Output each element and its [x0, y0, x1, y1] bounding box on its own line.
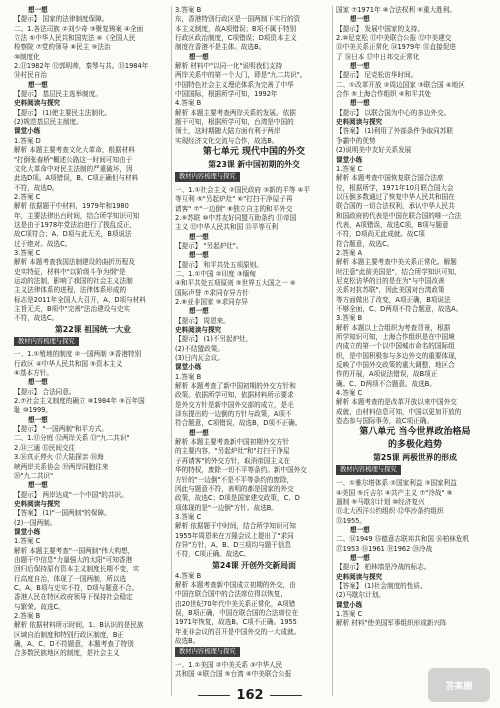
text-line: 题干可知，根据所学可知，台湾是中国的	[175, 118, 294, 127]
text-line: 解析 本题考查中国恢复联合国合法席	[336, 174, 444, 183]
text-line: 3.⑯真正停火 ⑰大陆探亲 ⑱海	[14, 453, 104, 462]
text-line: 不符，C项正确。故选C。	[175, 550, 251, 559]
text-line: 中国特色社会主义理论体系为完善了中华	[175, 80, 294, 89]
text-line: 解析 依据题干中材料，1979年和1980	[14, 202, 129, 211]
text-line: 区域自治制度和特别行政区制度，B正	[14, 630, 125, 639]
text-line: 织，是中国积极参与多边外交的重要体现，	[336, 351, 462, 360]
text-line: 行政区 ④中华人民共和国 ⑤资本主义	[14, 359, 123, 368]
subsection-heading: 想一想	[189, 52, 209, 61]
text-line: 华的特权，废除一切不平等条约。新中国外交	[175, 466, 307, 475]
text-line: 4.答案 B	[175, 571, 202, 580]
text-line: 4.答案 B	[175, 99, 202, 108]
text-line: 3.答案 C	[175, 512, 202, 521]
text-line: 年亚非会议的召开是中国外交的一大成就。	[175, 627, 301, 636]
text-line: (2)一国两制。	[14, 518, 57, 527]
text-line: 解析 本题考查的是改革开放以来中国外交	[336, 398, 457, 407]
text-line: 【提示】 和平共处五项原则。	[175, 260, 263, 269]
text-line: 主旨无关，B项中"完善"法治建设与史实	[14, 305, 131, 313]
text-line: (2)不结盟政策。	[175, 344, 224, 353]
text-line: 解析 材料中"以同一化"说明我们支持	[175, 62, 283, 71]
text-line: 联合国的一切合法权利，承认中华人民共	[336, 202, 455, 211]
text-line: 合多数民族地区的制度，是社会主义	[14, 649, 120, 658]
text-line: 领土，这时期随大陆方面有利于两岸	[175, 127, 281, 136]
text-line: 1.答案 C	[14, 537, 41, 546]
text-line: 反映了中国外交政策的重大调整，地区合	[336, 361, 455, 370]
text-line: ⑪北大西洋公约组织 ⑫华沙条约组织	[336, 507, 444, 516]
text-line: 解析 本题考查新中国成立初期的外交，由	[175, 580, 296, 589]
text-line: ⑬1955。	[336, 516, 366, 525]
text-line: 等方面做出了改变，A项正确，B项说法	[336, 295, 451, 304]
text-line: 故选B。	[175, 637, 200, 645]
text-line: 本主义制度，故A项错误；B项不属于特别	[175, 24, 297, 33]
subsection-heading: 史料阅读与探究	[336, 572, 383, 581]
text-line: 【提示】 柏林墙是冷战的标志。	[336, 563, 431, 572]
subsection-heading: 想一想	[350, 525, 370, 534]
text-line: 以压倒多数通过了恢复中华人民共和国在	[336, 192, 455, 201]
page-number-text: 162	[236, 688, 264, 703]
text-line: ⑬中美关系正常化 ⑭1979年 ⑮直接促进	[336, 43, 456, 52]
text-line: 这是由于1978年党法治进行了拨乱反正，	[14, 220, 137, 229]
text-line: 两岸关系中的第一个大门，即是"九二共识"。	[175, 71, 307, 80]
text-line: 3.答案 B	[175, 6, 202, 14]
text-line: 【提示】 两岸达成"一个中国"的共识。	[14, 490, 128, 499]
text-line: 文化大革命中对民主法制的严重破坏，因	[14, 164, 133, 173]
text-line: 2.答案 C	[14, 192, 41, 201]
text-line: 国际声誉 ⑦求同存异方针	[175, 288, 249, 297]
text-line: 请客" ⑦"一边倒" ⑧独立自主的和平外交	[175, 204, 293, 213]
text-line: 符合题意，故选C。	[336, 239, 394, 248]
subsection-heading: 课堂小练	[14, 127, 41, 136]
text-line: 2.⑩尼克松 ⑪中美联合公报 ⑫中美建交	[336, 34, 452, 43]
text-line: 姿态参与国际事务，故C项正确。	[336, 417, 433, 426]
text-line: 2.答案 A	[336, 248, 363, 257]
text-line: 解析 本题主要考查新中国初期外交方针	[175, 438, 290, 447]
text-line: 行政区政治制度，C项错误；D项资本主义	[175, 34, 297, 43]
text-line: 【答案】 (1)"一国两制"的保障。	[14, 509, 111, 518]
text-line: 作的开展，A项说法错误，故B项正	[336, 370, 438, 379]
text-line: 成就，由材料信息可知，中国以更加开放的	[336, 407, 462, 416]
text-line: 香港人民在特区政府领导下保持社会稳定	[14, 593, 133, 602]
text-line: 因此与题意不符，表明的都是国家的外交	[175, 484, 294, 493]
text-line: 【答案】 (1)利用了外部条件争取同苏联	[336, 127, 453, 136]
text-line: 与繁荣。故选C。	[14, 602, 65, 611]
text-line: 行高度自治，体现了一国两制，所以选	[14, 574, 127, 583]
subsection-heading: 想一想	[350, 62, 370, 71]
subsection-heading: 史料阅读与探究	[14, 99, 61, 108]
text-line: 2.⑦社会主义制度的确立 ⑧1984年 ⑨百年国	[14, 397, 145, 406]
section-banner: 教材内容梳理与探究	[175, 172, 240, 181]
watermark-text: 答案圈	[445, 681, 473, 692]
text-line: 符合题意，C项错误，故选B，D项不正确。	[175, 419, 302, 428]
text-line: 一、1.①社会主义 ②国民政府 ③新的平等 ④平	[175, 185, 311, 194]
lesson-heading: 第25课 两极世界的形成	[373, 453, 457, 463]
lesson-heading: 第22课 祖国统一大业	[55, 324, 131, 334]
text-line: 立法 ⑤中华人民共和国宪法 ⑥《全国人民	[14, 34, 136, 43]
subsection-heading: 史料阅读与探究	[175, 326, 222, 334]
text-line: 一、1.①美国 ②中美关系 ③中华人民	[175, 661, 283, 670]
text-line: 确。C、D两项不合题意。故选B。	[336, 379, 436, 388]
text-line: 实现经济文化交流与合作，故选B。	[175, 136, 279, 145]
text-line: 存异"方针，A、B、D三项均与题干信息	[175, 540, 292, 549]
text-line: 关系对抗苏联"，因此美国对台湾政策	[336, 286, 445, 295]
text-line: ⑰1953 ⑱1961 ⑲1962 ⑳冷战	[336, 544, 433, 553]
text-line: 解析 本题主要考查中美关系正常化。解题	[336, 258, 457, 267]
subsection-heading: 课堂小练	[14, 527, 41, 536]
watermark-logo	[428, 668, 490, 702]
text-line: 二、1.①中国 ②印度 ③缅甸	[175, 269, 256, 278]
subsection-heading: 想一想	[28, 481, 48, 490]
text-line: 回归后保持原有资本主义制度长期不变，实	[14, 565, 140, 574]
text-line: 合作 ⑤上海合作组织 ⑥和平共处	[336, 90, 432, 99]
text-line: 二、1.⑪分庭 ⑫两岸关系 ⑬"九二共识"	[14, 434, 130, 443]
subsection-heading: 想一想	[189, 428, 209, 437]
unit-heading: 的多极化趋势	[387, 440, 442, 451]
text-line: 所学知识可知，上海合作组织是在中国境	[336, 333, 455, 342]
text-line: 【提示】 发展中国家的支持。	[336, 24, 424, 33]
text-line: 政策。依据所学可知，依据材料所示要求	[175, 391, 294, 400]
text-line: 【提示】 "一国两制"和平方式。	[14, 425, 108, 434]
text-line: 不够全面，C、D两项不符合题意，故选A。	[336, 305, 463, 313]
column-divider	[332, 6, 333, 696]
subsection-heading: 想一想	[28, 80, 48, 89]
text-line: 解析 本题主要考查"一国两制"伟大构想，	[14, 546, 135, 555]
text-line: 不符，D项尚无此成就。故C项	[336, 230, 425, 239]
section-banner: 教材内容梳理与探究	[175, 647, 240, 656]
text-line: 4.答案 C	[336, 389, 363, 398]
text-line: 运动的法制，影响了我国的社会主义法制	[14, 276, 133, 285]
lesson-heading: 第23课 新中国初期的外交	[208, 160, 300, 170]
text-line: "打倒张春桥"概述公路这一时间可知由于	[14, 155, 133, 164]
text-line: 是外交方针是新中国外交部的成立，是毛	[175, 400, 294, 409]
text-line: C。A、B项与史实不符，D项与题意不合。	[14, 583, 139, 592]
text-line: ④美国 ⑤丘吉尔 ⑥共产主义 ⑦"冷战" ⑧	[336, 488, 453, 497]
unit-heading: 第八单元 当今世界政治格局	[359, 427, 471, 438]
lesson-heading: 第24课 开创外交新局面	[212, 560, 296, 570]
text-line: 等互利 ⑤"另起炉灶" ⑥"打扫干净屋子再	[175, 195, 293, 204]
text-line: 遏制 ⑨马歇尔计划 ⑩经济复兴	[336, 497, 425, 506]
text-line: (2)规范基层民主制度。	[14, 118, 83, 127]
text-line: 此选D项。A项错误，B、C项正确但与材料	[14, 174, 139, 183]
text-line: 二、⑭1949 ⑮德意志联邦共和国 ⑯柏林危机	[336, 535, 470, 544]
text-line: 政策，故选C；D项是国家建交政策，C、D	[175, 494, 300, 503]
text-line: 1.答案 D	[14, 136, 41, 145]
text-line: (2)马歇尔计划。	[336, 591, 385, 600]
text-line: ⑥基本方针。	[14, 369, 53, 378]
subsection-heading: 想一想	[350, 15, 370, 24]
text-line: 检察院 ⑦党的领导 ⑧民主 ⑨法治	[14, 43, 111, 52]
text-line: 解析 本题考查了新中国初期的外交方针和	[175, 382, 296, 391]
text-line: 解析 本题主要考查两岸关系的发展。依据	[175, 108, 296, 117]
text-line: 确，A、C、D不符题意，本题考查了特别	[14, 640, 134, 649]
text-line: 1.答案 C	[336, 164, 363, 173]
text-line: 一、①雅尔塔体系 ②国家利益 ③国家利益	[336, 479, 457, 488]
text-line: 耻 ⑩1999。	[14, 406, 52, 415]
text-line: 2.⑭三通 ⑮民间交往	[14, 443, 76, 452]
unit-heading: 第七单元 现代中国的外交	[202, 147, 306, 158]
text-line: 解析 材料"使美国军事组织形成新兴阵	[336, 619, 447, 628]
text-line: (3)日内瓦会议。	[175, 354, 224, 363]
subsection-heading: 课堂小练	[336, 600, 363, 609]
text-line: 由20世纪70年代中美关系正常化，A项错	[175, 599, 296, 608]
text-line: 了 ⑯日本 ⑰中日邦交正常化	[336, 52, 420, 61]
text-line: ⑩制度化	[14, 52, 40, 61]
text-line: 【提示】 周恩来。	[175, 316, 230, 325]
text-line: 不符，故选C。	[14, 314, 59, 323]
text-line: 解析 本题考查我国法制建设的曲折历程及	[14, 258, 135, 267]
subsection-heading: 想一想	[28, 415, 48, 424]
text-line: 不符，故选D。	[14, 183, 59, 192]
text-line: 位，根据所学，1971年10月联合国大会	[336, 183, 454, 192]
text-line: ⑳"九二共识"	[14, 471, 54, 480]
text-line: 2.答案 B	[14, 612, 41, 620]
text-line: 主义法律体系的进程，法律体系形成的	[14, 286, 127, 295]
text-line: 峡两岸关系协会 ⑲两岸同胞往来	[14, 462, 109, 471]
text-line: 年，主要法律出台时间，结合所学知识可知	[14, 211, 140, 220]
text-line: 项体现的是"一边倒"方针。故选B。	[175, 503, 278, 512]
text-line: 泽东提出的一边倒的方针与政策，A项不	[175, 410, 292, 419]
subsection-heading: 想一想	[350, 99, 370, 108]
text-line: 主义 ⑫中华人民共和国 ⑬平等互利	[175, 223, 279, 232]
text-line: 【提示】 "另起炉灶"。	[175, 241, 243, 250]
text-line: 1955年周恩来在万隆会议上提出了"求同	[175, 531, 294, 540]
text-line: 由题干中信息"力量强大的太阳"可知香港	[14, 555, 133, 564]
text-line: 争霸中的优势	[336, 136, 376, 145]
text-line: 一、1.①殖地的制度 ②一国两制 ③香港特别	[14, 350, 142, 359]
text-line: 时注意"此前美国是"，结合所学知识可知，	[336, 267, 461, 276]
text-line: 内成立的第一个以中国城市命名的国际组	[336, 342, 455, 351]
text-line: 【提示】 合法同意。	[14, 387, 76, 396]
text-line: ④和平共处五项原则 ⑤世界五大国之一 ⑥	[175, 279, 296, 288]
subsection-heading: 史料阅读与探究	[14, 499, 61, 508]
text-line: ⑭村民自治	[14, 71, 47, 80]
text-line: 2.⑨苏联 ⑩中苏友好同盟互助条约 ⑪帝国	[175, 213, 297, 222]
text-line: 尼克松访华的目的是在为"与中国改善	[336, 276, 445, 285]
text-line: 【提示】 (1)不另起炉灶，	[175, 335, 253, 344]
column-left	[14, 6, 172, 659]
text-line: 3.答案 C	[14, 248, 41, 257]
subsection-heading: 课堂小练	[175, 363, 202, 372]
text-line: 【提示】 以联合国为中心的多边外交。	[336, 108, 451, 117]
column-divider	[171, 6, 172, 696]
text-line: 中国在联合国中的合法席位得以恢复，	[175, 590, 288, 599]
text-line: 解析 依据题干中时间，结合所学知识可知	[175, 522, 296, 531]
text-line: 子再请客"的外交方针，取消帝国主义在	[175, 456, 291, 465]
text-line: 解析 依据材料所示时间，1、B认识的是民族	[14, 621, 144, 630]
text-line: 二、①改革开放 ②周边国家 ③联合国 ④地区	[336, 80, 465, 89]
text-line: 东，香港特别行政区是一国两制下实行的资	[175, 15, 301, 24]
text-line: 【提示】 基层民主选举制度。	[14, 90, 102, 99]
text-line: (2)说明美中友好关系发展	[336, 146, 412, 155]
text-line: 误，B项正确，中国在联合国的合法席位在	[175, 608, 299, 617]
text-line: 标志是2011年全国人大召开，A、D项与材料	[14, 295, 146, 304]
text-line: 【提示】 (1)使主要民主法制化。	[14, 108, 112, 117]
text-line: 【提示】 尼克松访华时间。	[336, 71, 418, 80]
column-middle	[175, 6, 333, 680]
column-right	[336, 6, 494, 629]
text-line: 过于绝对。故选C。	[14, 239, 72, 248]
text-line: 1.答案 C	[336, 609, 363, 618]
text-line: 国家 ⑦1971年 ⑧合法权利 ⑨重大胜利。	[336, 6, 456, 14]
text-line: 2.⑪1982年 ⑫郭明帅，秦琴与共。⑬1984年	[14, 62, 149, 71]
text-line: 和国政府的代表是中国在联合国的唯一合法	[336, 211, 462, 220]
page-number	[0, 688, 500, 704]
text-line: 解析 本题以上合组织为考查背景，根据	[336, 323, 451, 332]
subsection-heading: 课堂小练	[336, 155, 363, 164]
section-banner: 教材内容梳理与探究	[336, 465, 401, 474]
subsection-heading: 想一想	[189, 251, 209, 260]
section-banner: 教材内容梳理与探究	[14, 337, 79, 346]
text-line: 二、1.各法司族 ②刘少奇 ③聚复铸案 ④全面	[14, 24, 144, 33]
text-line: 故C项符合；A、D项与此无关，B项说法	[14, 230, 132, 239]
subsection-heading: 想一想	[28, 378, 48, 387]
text-line: 共和国 ④联合国 ⑤台湾 ⑥中美联合公报	[175, 670, 292, 679]
text-line: 史实特征，材料中"以阶级斗争为纲"是	[14, 267, 126, 276]
text-line: 【提示】 国家的法律制度保障。	[14, 15, 109, 24]
subsection-heading: 想一想	[350, 553, 370, 562]
text-line: 1971年恢复，故选B。C项不正确。1955	[175, 618, 297, 627]
text-line: 【答案】 (1)社会制度的性质。	[336, 581, 427, 590]
text-line: 制度在香港不是主体。故选B。	[175, 43, 266, 52]
text-line: 中国国际，根据所学可知，1992年	[175, 90, 278, 99]
page-number-rule-left	[198, 695, 230, 696]
text-line: 方针的"一边倒"不是不平等条约的废除，	[175, 475, 294, 484]
subsection-heading: 想一想	[189, 232, 209, 241]
text-line: 的主要内容，"另起炉灶"和"打扫干净屋	[175, 447, 290, 456]
page-number-rule-right	[270, 695, 302, 696]
text-line: 代表，A项错误，故选C项，B项与题意	[336, 220, 449, 229]
text-line: 1.答案 B	[175, 372, 202, 381]
text-line: 解析 本题主要考查文化大革命，根据材料	[14, 146, 135, 155]
subsection-heading: 史料阅读与探究	[336, 118, 383, 127]
subsection-heading: 想一想	[28, 6, 48, 14]
text-line: 3.答案 B	[336, 314, 363, 323]
subsection-heading: 想一想	[189, 307, 209, 316]
text-line: 2.⑧亚非国家 ⑨求同存异	[175, 297, 248, 306]
